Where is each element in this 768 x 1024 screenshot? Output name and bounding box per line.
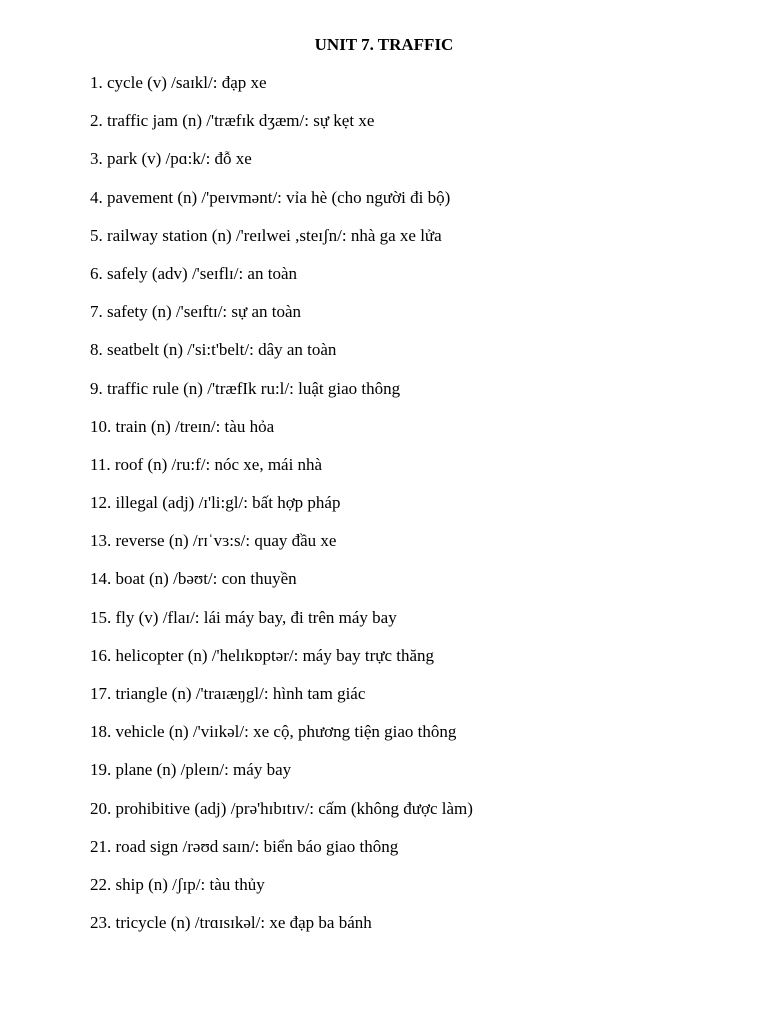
vocab-item-21: 21. road sign /rəʊd saɪn/: biển báo giao thông [90, 836, 399, 856]
vocab-item-23: 23. tricycle (n) /trɑɪsɪkəl/: xe đạp ba bánh [90, 913, 372, 933]
vocab-item-7: 7. safety (n) /'seɪftɪ/: sự an toàn [90, 302, 302, 322]
vocab-item-6: 6. safely (adv) /'seɪflɪ/: an toàn [90, 263, 297, 283]
vocab-item-12: 12. illegal (adj) /ɪ'li:gl/: bất hợp pháp [90, 493, 341, 513]
vocabulary-list [90, 72, 473, 950]
vocab-item-15: 15. fly (v) /flaɪ/: lái máy bay, đi trên máy bay [90, 607, 397, 627]
vocab-item-14: 14. boat (n) /bəʊt/: con thuyền [90, 569, 297, 589]
vocab-item-16: 16. helicopter (n) /'helɪkɒptər/: máy bay trực thăng [90, 645, 435, 665]
vocab-item-22: 22. ship (n) /ʃɪp/: tàu thủy [90, 874, 265, 894]
vocab-item-1: 1. cycle (v) /saɪkl/: đạp xe [90, 73, 267, 92]
vocab-item-11: 11. roof (n) /ru:f/: nóc xe, mái nhà [90, 454, 323, 474]
vocab-item-13: 13. reverse (n) /rɪˈvɜ:s/: quay đầu xe [90, 531, 337, 551]
vocab-item-5: 5. railway station (n) /'reɪlwei ,steɪʃn/: nhà ga xe lửa [90, 225, 442, 245]
vocab-item-3: 3. park (v) /pɑ:k/: đỗ xe [90, 149, 252, 169]
vocab-item-17: 17. triangle (n) /'traɪæŋgl/: hình tam giác [90, 684, 366, 703]
vocab-item-20: 20. prohibitive (adj) /prə'hɪbɪtɪv/: cấm (không được làm) [90, 798, 473, 818]
page-title: UNIT 7. TRAFFIC [314, 35, 454, 54]
vocab-item-10: 10. train (n) /treɪn/: tàu hỏa [90, 416, 275, 436]
vocab-item-19: 19. plane (n) /pleɪn/: máy bay [90, 760, 292, 780]
vocab-item-9: 9. traffic rule (n) /'træfIk ru:l/: luật giao thông [90, 378, 401, 398]
vocab-item-8: 8. seatbelt (n) /'si:t'belt/: dây an toàn [90, 340, 337, 360]
vocab-item-2: 2. traffic jam (n) /'træfɪk dʒæm/: sự kẹt xe [90, 111, 375, 131]
vocab-item-4: 4. pavement (n) /'peɪvmənt/: vỉa hè (cho người đi bộ) [90, 187, 451, 207]
vocab-item-18: 18. vehicle (n) /'viɪkəl/: xe cộ, phương tiện giao thông [90, 722, 457, 742]
